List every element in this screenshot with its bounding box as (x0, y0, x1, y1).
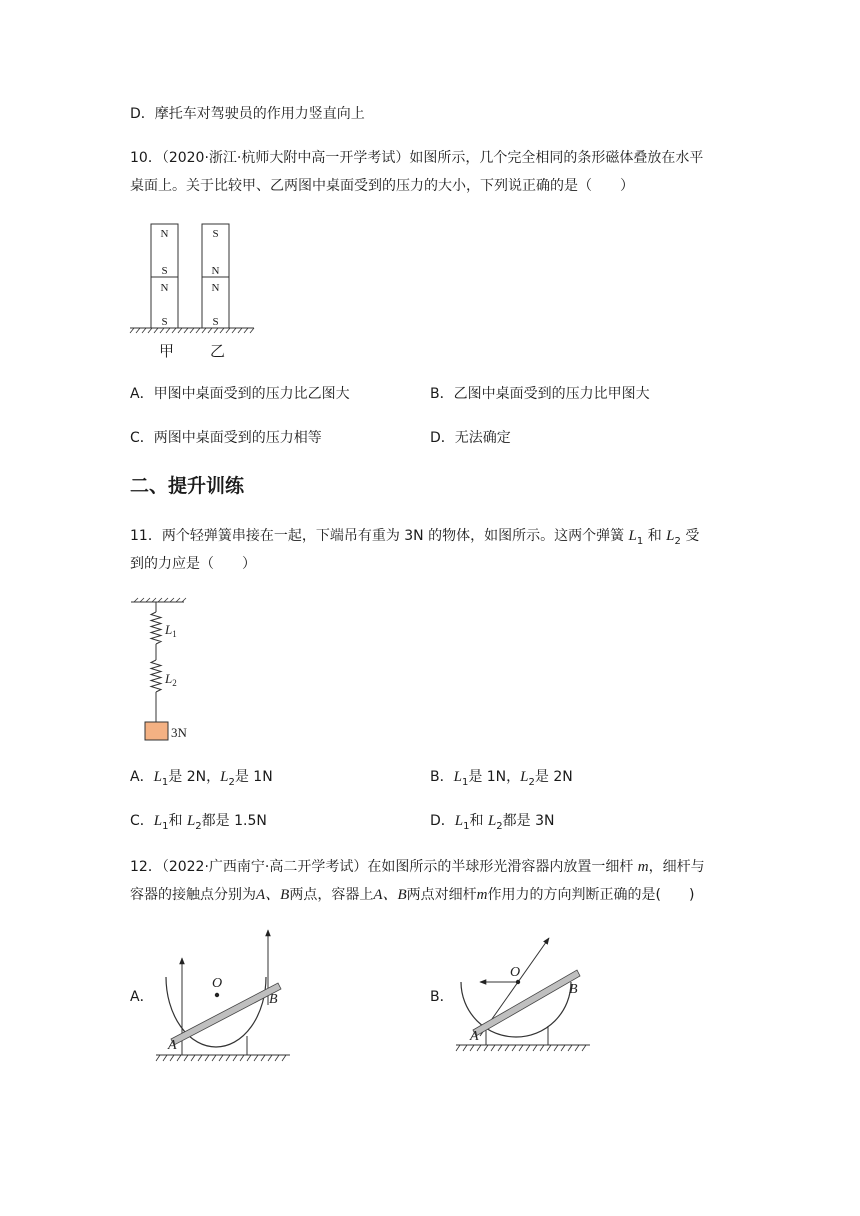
yi-pole-top: S (212, 228, 219, 240)
q12-stem-line1: 12．（2022·广西南宁·高二开学考试）在如图所示的半球形光滑容器内放置一细杆 m，细杆与 (130, 859, 705, 875)
jia-pole-bottom: S (161, 316, 168, 328)
section-heading: 二、提升训练 (130, 475, 245, 497)
q10-stem-line2: 桌面上。关于比较甲、乙两图中桌面受到的压力的大小，下列说正确的是（ ） (130, 178, 634, 194)
q10-stem-line1: 10．（2020·浙江·杭师大附中高一开学考试）如图所示，几个完全相同的条形磁体叠放在水平 (130, 150, 704, 166)
q12-option-b-figure[interactable] (450, 930, 600, 1060)
label-jia: 甲 (159, 342, 175, 360)
q10-option-a[interactable]: A．甲图中桌面受到的压力比乙图大 (130, 386, 350, 402)
weight-label: 3N (171, 725, 187, 740)
q9-option-d: D．摩托车对驾驶员的作用力竖直向上 (130, 106, 365, 122)
jia-pole-3: N (160, 282, 169, 294)
yi-pole-bottom: S (212, 316, 219, 328)
jia-pole-2: S (161, 265, 168, 277)
q12-option-a-label[interactable]: A． (130, 989, 154, 1005)
label-b: B (269, 992, 278, 1007)
weight-block (145, 722, 168, 740)
label-o: O (212, 976, 223, 991)
q11-option-d[interactable]: D．$L_1$和 $L_2$都是 3N (430, 813, 555, 832)
q10-magnet-figure (128, 222, 268, 362)
q10-option-d[interactable]: D．无法确定 (430, 430, 511, 446)
jia-pole-top: N (160, 228, 169, 240)
q10-option-c[interactable]: C．两图中桌面受到的压力相等 (130, 430, 322, 446)
yi-pole-3: N (211, 282, 220, 294)
label-a: A (470, 1029, 479, 1044)
q11-option-a[interactable]: A．$L_1$是 2N，$L_2$是 1N (130, 769, 273, 788)
spring-label-l2: $L_2$ (165, 671, 177, 688)
q11-option-b[interactable]: B．$L_1$是 1N，$L_2$是 2N (430, 769, 573, 788)
q11-stem-line2: 到的力应是（ ） (130, 556, 256, 572)
q12-option-a-figure[interactable] (150, 925, 300, 1065)
q12-stem-line2: 容器的接触点分别为A、B两点，容器上A、B两点对细杆m作用力的方向判断正确的是( ) (130, 887, 695, 903)
label-o: O (510, 965, 521, 980)
q12-option-b-label[interactable]: B． (430, 989, 454, 1005)
label-a: A (168, 1038, 177, 1053)
q10-option-b[interactable]: B．乙图中桌面受到的压力比甲图大 (430, 386, 650, 402)
q11-option-c[interactable]: C．$L_1$和 $L_2$都是 1.5N (130, 813, 267, 832)
q11-stem-line1: 11．两个轻弹簧串接在一起，下端吊有重为 3N 的物体，如图所示。这两个弹簧 $L_1$ 和 $L_2$ 受 (130, 528, 700, 547)
spring-label-l1: $L_1$ (165, 622, 177, 639)
label-yi: 乙 (210, 342, 226, 360)
q11-spring-figure (128, 598, 208, 748)
label-b: B (569, 982, 578, 997)
yi-pole-2: N (211, 265, 220, 277)
